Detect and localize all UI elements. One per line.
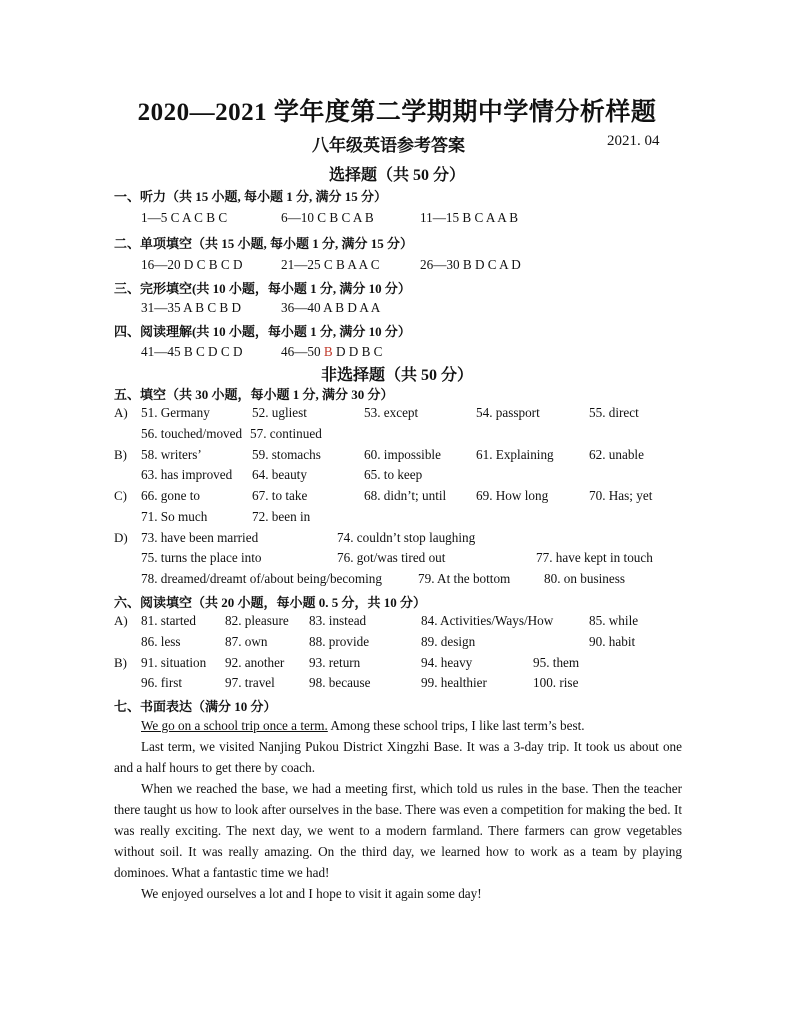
- answer-item: 81. started: [141, 613, 196, 628]
- answer-group: 21—25 C B A A C: [281, 257, 380, 272]
- heading-listening: 一、听力（共 15 小题, 每小题 1 分, 满分 15 分）: [114, 189, 388, 204]
- answer-item: 56. touched/moved: [141, 426, 243, 441]
- group-label: B): [114, 447, 127, 462]
- answer-group: 11—15 B C A A B: [420, 210, 519, 225]
- answer-item: 68. didn’t; until: [364, 488, 447, 503]
- answer-item: 78. dreamed/dreamt of/about being/becoming: [141, 571, 382, 586]
- essay-paragraph: When we reached the base, we had a meeting first, which told us rules in the base. Then the teacher there taught us how to look after ourselves in the base. There was even a competition for making the bed. It was really exciting. The next day, we went to a modern farmland. There farmers can grow vegetables without soil. It was really amazing. On the third day, we learned how to work as a team by playing dominoes. What a fantastic time we had!: [114, 781, 682, 880]
- answer-item: 94. heavy: [421, 655, 473, 670]
- answer-prefix: 46—50: [281, 344, 324, 359]
- essay-text: Among these school trips, I like last term’s best.: [327, 718, 585, 733]
- heading-writing: 七、书面表达（满分 10 分）: [114, 699, 277, 714]
- answer-item: 66. gone to: [141, 488, 200, 503]
- group-label: C): [114, 488, 127, 503]
- group-label: D): [114, 530, 128, 545]
- answer-item: 98. because: [309, 675, 371, 690]
- group-label: B): [114, 655, 127, 670]
- answer-item: 87. own: [225, 634, 268, 649]
- answer-item: 70. Has; yet: [589, 488, 653, 503]
- heading-reading: 四、阅读理解(共 10 小题，每小题 1 分, 满分 10 分）: [114, 324, 411, 339]
- answer-group: 16—20 D C B C D: [141, 257, 243, 272]
- answer-item: 55. direct: [589, 405, 639, 420]
- answer-item: 77. have kept in touch: [536, 550, 653, 565]
- answer-item: 57. continued: [250, 426, 322, 441]
- heading-cloze: 三、完形填空(共 10 小题，每小题 1 分, 满分 10 分）: [114, 281, 411, 296]
- answer-item: 52. ugliest: [252, 405, 307, 420]
- answer-rest: D D B C: [332, 344, 383, 359]
- heading-fill-blank: 五、填空（共 30 小题，每小题 1 分, 满分 30 分）: [114, 387, 394, 402]
- heading-reading-fill: 六、阅读填空（共 20 小题，每小题 0. 5 分，共 10 分）: [114, 595, 427, 610]
- answer-item: 60. impossible: [364, 447, 441, 462]
- answer-item: 99. healthier: [421, 675, 487, 690]
- answer-item: 85. while: [589, 613, 639, 628]
- answer-item: 89. design: [421, 634, 476, 649]
- answer-item: 67. to take: [252, 488, 308, 503]
- answer-item: 64. beauty: [252, 467, 307, 482]
- answer-item: 74. couldn’t stop laughing: [337, 530, 476, 545]
- answer-item: 75. turns the place into: [141, 550, 262, 565]
- answer-item: 73. have been married: [141, 530, 259, 545]
- writing-essay: [114, 715, 682, 904]
- exam-date: 2021. 04: [607, 133, 660, 149]
- answer-item: 91. situation: [141, 655, 207, 670]
- answer-item: 63. has improved: [141, 467, 233, 482]
- answer-item: 97. travel: [225, 675, 275, 690]
- heading-single-choice: 二、单项填空（共 15 小题, 每小题 1 分, 满分 15 分）: [114, 236, 414, 251]
- section-title-non-choice: 非选择题（共 50 分）: [320, 367, 473, 384]
- page-subtitle: 八年级英语参考答案: [312, 136, 465, 155]
- answer-item: 100. rise: [533, 675, 579, 690]
- answer-item: 69. How long: [476, 488, 549, 503]
- section-title-choice: 选择题（共 50 分）: [328, 167, 465, 184]
- corrected-answer: B: [323, 344, 333, 359]
- essay-paragraph: Last term, we visited Nanjing Pukou District Xingzhi Base. It was a 3-day trip. It took us about one and a half hours to get there by coach.: [114, 739, 682, 775]
- answer-item: 58. writers’: [141, 447, 202, 462]
- answer-item: 71. So much: [141, 509, 208, 524]
- answer-group: 41—45 B C D C D: [141, 344, 243, 359]
- answer-item: 79. At the bottom: [418, 571, 511, 586]
- page-title: 2020—2021 学年度第二学期期中学情分析样题: [137, 99, 657, 126]
- answer-item: 95. them: [533, 655, 580, 670]
- answer-item: 82. pleasure: [225, 613, 289, 628]
- answer-item: 61. Explaining: [476, 447, 554, 462]
- answer-group: 26—30 B D C A D: [420, 257, 521, 272]
- answer-item: 90. habit: [589, 634, 636, 649]
- essay-topic-sentence: We go on a school trip once a term.: [141, 718, 328, 733]
- answer-item: 72. been in: [252, 509, 311, 524]
- essay-paragraph: [114, 715, 682, 736]
- answer-item: 96. first: [141, 675, 183, 690]
- answer-item: 59. stomachs: [252, 447, 321, 462]
- answer-group: [281, 344, 382, 360]
- group-label: A): [114, 405, 128, 420]
- answer-item: 83. instead: [309, 613, 367, 628]
- answer-item: 80. on business: [544, 571, 625, 586]
- answer-item: 51. Germany: [141, 405, 210, 420]
- answer-item: 76. got/was tired out: [337, 550, 446, 565]
- answer-item: 93. return: [309, 655, 361, 670]
- answer-item: 88. provide: [309, 634, 370, 649]
- answer-item: 92. another: [225, 655, 285, 670]
- answer-item: 62. unable: [589, 447, 644, 462]
- answer-item: 54. passport: [476, 405, 540, 420]
- group-label: A): [114, 613, 128, 628]
- answer-item: 84. Activities/Ways/How: [421, 613, 554, 628]
- answer-item: 53. except: [364, 405, 419, 420]
- answer-item: 65. to keep: [364, 467, 423, 482]
- essay-paragraph: We enjoyed ourselves a lot and I hope to visit it again some day!: [141, 886, 482, 901]
- answer-group: 6—10 C B C A B: [281, 210, 374, 225]
- answer-group: 36—40 A B D A A: [281, 300, 381, 315]
- answer-item: 86. less: [141, 634, 181, 649]
- answer-group: 1—5 C A C B C: [141, 210, 228, 225]
- answer-group: 31—35 A B C B D: [141, 300, 242, 315]
